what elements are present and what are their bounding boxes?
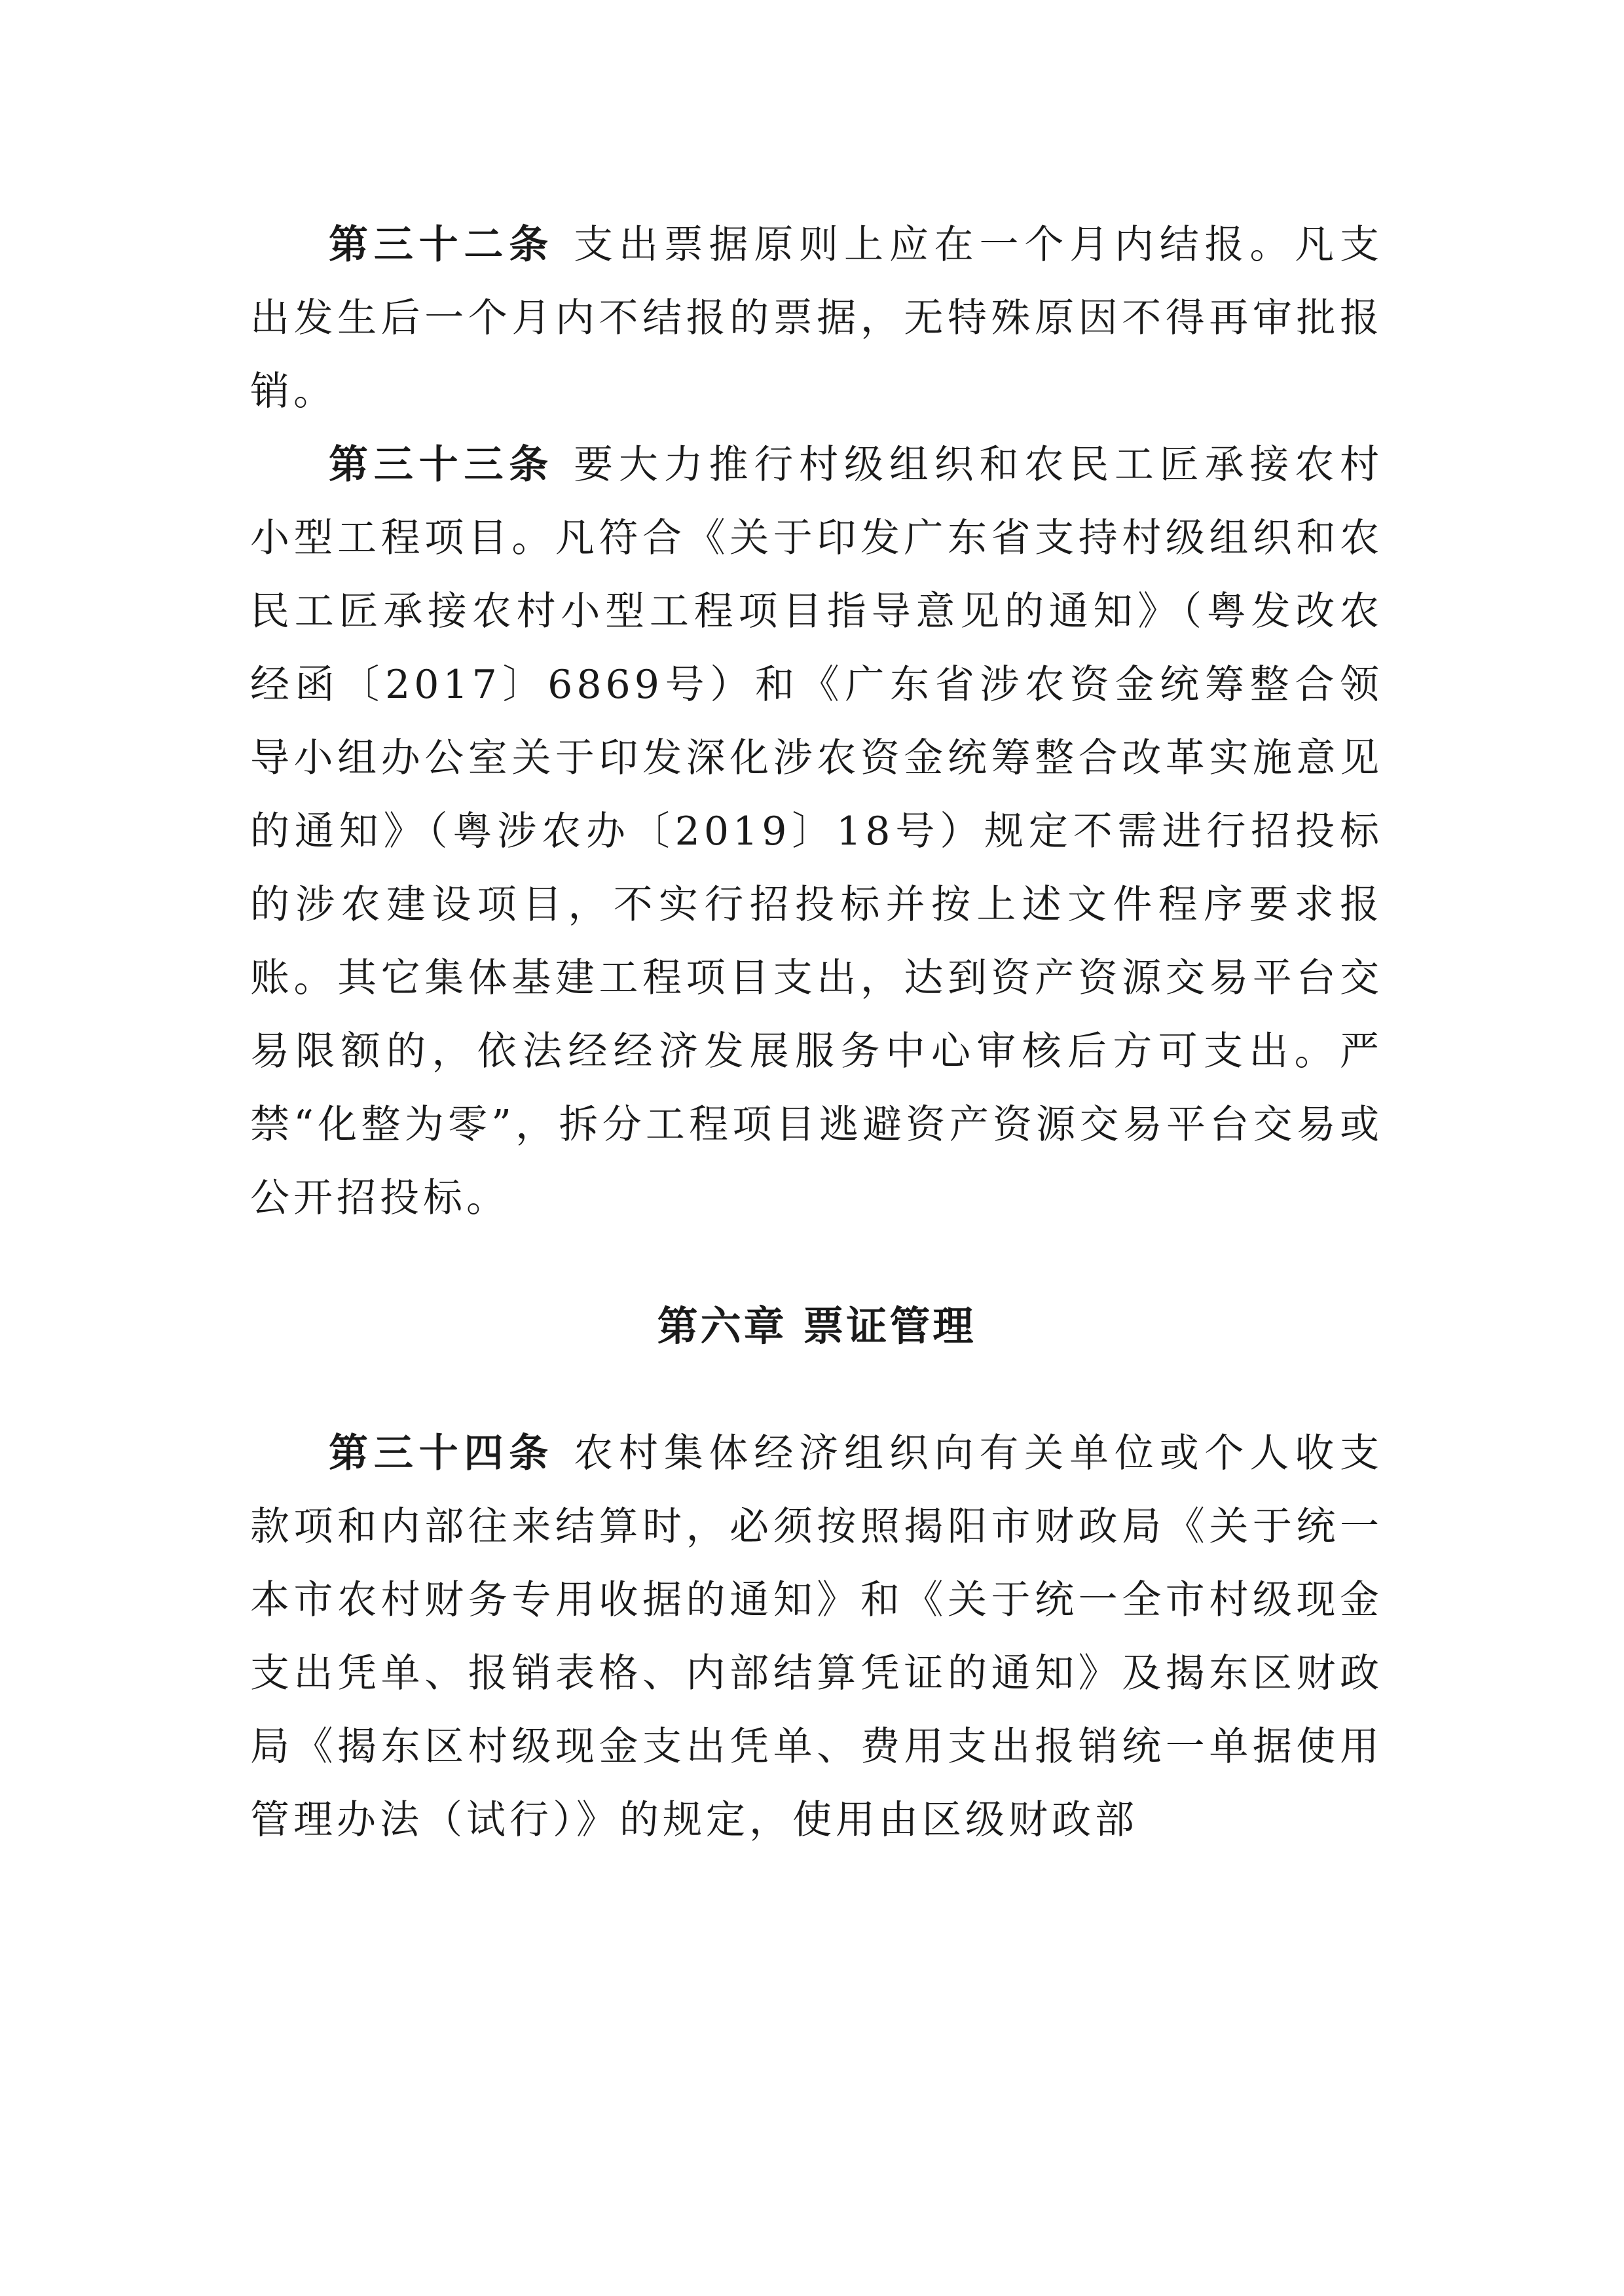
article-34-text: 农村集体经济组织向有关单位或个人收支款项和内部往来结算时，必须按照揭阳市财政局《关于统一本市农村财务专用收据的通知》和《关于统一全市村级现金支出凭单、报销表格、内部结算凭证的通知》及揭东区财政局《揭东区村级现金支出凭单、费用支出报销统一单据使用管理办法（试行）》的规定，使用由区级财政部 xyxy=(250,1430,1384,1843)
article-33-number: 第三十三条 xyxy=(329,442,555,488)
article-32-number: 第三十二条 xyxy=(329,222,555,268)
article-34-paragraph xyxy=(250,1417,1383,1857)
document-body xyxy=(250,208,1383,1857)
chapter-heading xyxy=(250,1290,1383,1363)
article-33-paragraph xyxy=(250,428,1383,1235)
article-33-text: 要大力推行村级组织和农民工匠承接农村小型工程项目。凡符合《关于印发广东省支持村级组织和农民工匠承接农村小型工程项目指导意见的通知》（粤发改农经函〔2017〕6869号）和《广东省涉农资金统筹整合领导小组办公室关于印发深化涉农资金统筹整合改革实施意见的通知》（粤涉农办〔2019〕18号）规定不需进行招投标的涉农建设项目，不实行招投标并按上述文件程序要求报账。其它集体基建工程项目支出，达到资产资源交易平台交易限额的，依法经经济发展服务中心审核后方可支出。严禁“化整为零”，拆分工程项目逃避资产资源交易平台交易或公开招投标。 xyxy=(250,442,1384,1221)
article-32-paragraph xyxy=(250,208,1383,428)
article-34-number: 第三十四条 xyxy=(329,1430,555,1476)
article-32-text: 支出票据原则上应在一个月内结报。凡支出发生后一个月内不结报的票据，无特殊原因不得再审批报销。 xyxy=(250,222,1384,414)
chapter-title: 票证管理 xyxy=(803,1302,976,1350)
chapter-number: 第六章 xyxy=(657,1302,787,1350)
